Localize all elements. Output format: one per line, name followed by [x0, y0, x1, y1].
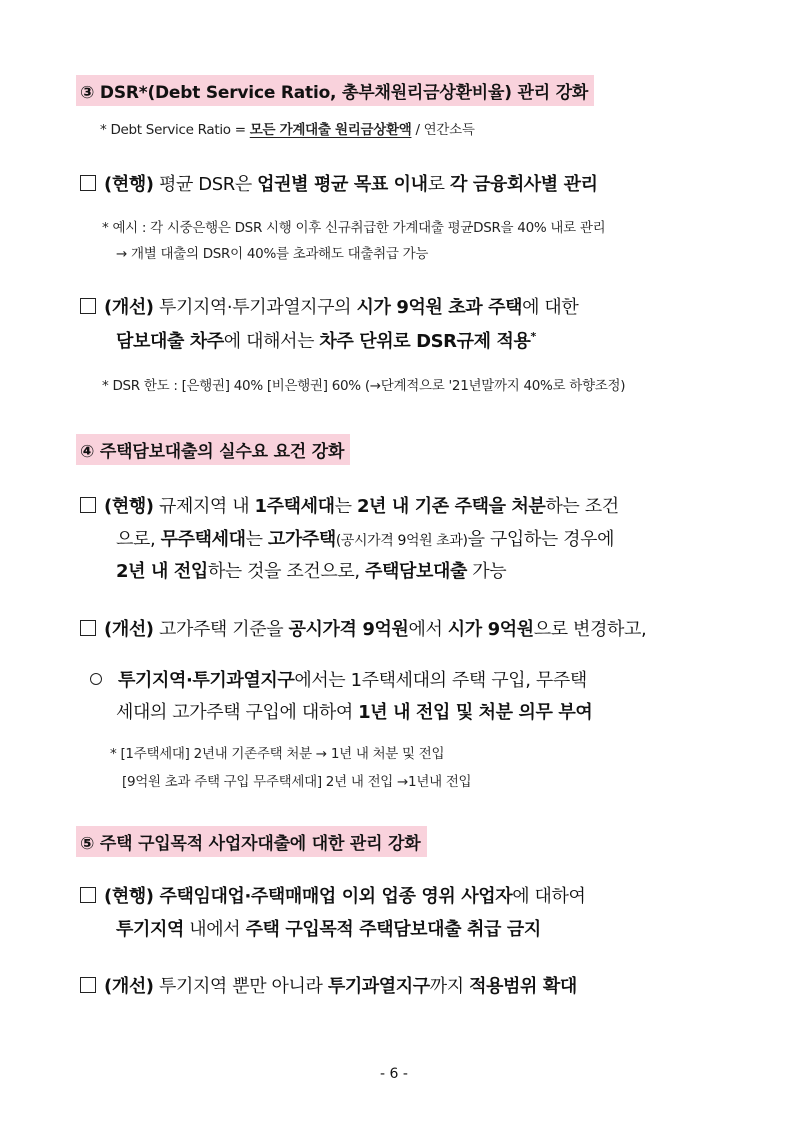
item-label: (개선) — [104, 976, 154, 997]
item-text: 고가주택 기준을 — [153, 619, 289, 640]
item-text: 투기지역 뿐만 아니라 — [153, 976, 328, 997]
business-improve-item — [80, 972, 577, 998]
section-heading-mortgage: ④ 주택담보대출의 실수요 요건 강화 — [76, 434, 350, 465]
section-heading-business-loan: ⑤ 주택 구입목적 사업자대출에 대한 관리 강화 — [76, 826, 427, 857]
checkbox-square-icon — [80, 175, 96, 191]
item-bold: 1주택세대 — [254, 496, 335, 517]
item-text: 으로 변경하고, — [533, 619, 647, 640]
item-bold: 고가주택 — [267, 529, 336, 550]
dsr-limit-note: * DSR 한도 : [은행권] 40% [비은행권] 60% (→단계적으로 '21년말까지 40%로 하향조정) — [102, 378, 626, 394]
item-bold: 투기과열지구 — [327, 976, 430, 997]
item-text: 으로, — [116, 529, 161, 550]
note-text: * Debt Service Ratio = — [100, 122, 250, 138]
item-text: 을 구입하는 경우에 — [467, 529, 615, 550]
dsr-definition-note — [100, 118, 475, 138]
note-bold: 모든 가계대출 원리금상환액 — [249, 122, 412, 138]
item-text: 까지 — [429, 976, 470, 997]
item-bold: 투기지역·투기과열지구 — [118, 670, 295, 691]
item-bold: 투기지역 — [116, 919, 184, 940]
business-current-line2 — [116, 915, 541, 941]
item-bold: 무주택세대 — [160, 529, 246, 550]
dsr-improve-item-line2 — [116, 327, 536, 353]
item-text: 규제지역 내 — [153, 496, 255, 517]
mortgage-note-2: [9억원 초과 주택 구입 무주택세대] 2년 내 전입 →1년내 전입 — [122, 774, 472, 790]
item-bold: 차주 단위로 DSR규제 적용 — [319, 331, 531, 352]
item-text: 에서는 1주택세대의 주택 구입, 무주택 — [294, 670, 587, 691]
item-bold: 담보대출 차주 — [116, 331, 224, 352]
item-label: (개선) — [104, 297, 154, 318]
mortgage-bullet-item — [90, 666, 587, 692]
item-text: 하는 것을 조건으로, — [207, 561, 366, 582]
item-label: (현행) — [104, 886, 154, 907]
dsr-current-item — [80, 170, 598, 196]
item-text: 는 — [334, 496, 357, 517]
item-bold: 1년 내 전입 및 처분 의무 부여 — [358, 702, 593, 723]
item-text: 로 — [427, 174, 450, 195]
business-current-item — [80, 882, 585, 908]
item-text: 에 대해서는 — [223, 331, 320, 352]
checkbox-square-icon — [80, 977, 96, 993]
mortgage-current-item — [80, 492, 619, 518]
note-text: / 연간소득 — [411, 122, 475, 138]
item-label: (개선) — [104, 619, 154, 640]
checkbox-square-icon — [80, 887, 96, 903]
item-text: 는 — [245, 529, 268, 550]
item-text: 투기지역·투기과열지구의 — [153, 297, 357, 318]
page-number: - 6 - — [380, 1066, 408, 1082]
item-text-small: (공시가격 9억원 초과) — [335, 533, 468, 549]
dsr-improve-item — [80, 293, 720, 319]
item-bold: 적용범위 확대 — [469, 976, 577, 997]
section-heading-dsr: ③ DSR*(Debt Service Ratio, 총부채원리금상환비율) 관리 강화 — [76, 75, 594, 106]
item-bold: 업권별 평균 목표 이내 — [257, 174, 428, 195]
dsr-example-note-2: → 개별 대출의 DSR이 40%를 초과해도 대출취급 가능 — [116, 246, 429, 262]
mortgage-bullet-line2 — [116, 698, 592, 724]
item-text: 에 대한 — [522, 297, 579, 318]
bullet-circle-icon — [90, 673, 102, 685]
item-text: 하는 조건 — [545, 496, 619, 517]
item-text: 에서 — [408, 619, 448, 640]
item-text: 평균 DSR은 — [153, 174, 258, 195]
checkbox-square-icon — [80, 620, 96, 636]
item-bold: 2년 내 전입 — [116, 561, 208, 582]
checkbox-square-icon — [80, 497, 96, 513]
footnote-mark: * — [530, 330, 536, 343]
mortgage-improve-item — [80, 615, 646, 641]
item-text: 내에서 — [183, 919, 246, 940]
item-bold: 주택담보대출 — [365, 561, 467, 582]
item-text: 에 대하여 — [512, 886, 586, 907]
item-text: 가능 — [466, 561, 507, 582]
item-bold: 2년 내 기존 주택을 처분 — [356, 496, 546, 517]
dsr-example-note: * 예시 : 각 시중은행은 DSR 시행 이후 신규취급한 가계대출 평균DSR을 40% 내로 관리 — [102, 220, 606, 236]
item-label: (현행) — [104, 174, 154, 195]
item-bold: 주택임대업·주택매매업 이외 업종 영위 사업자 — [153, 886, 513, 907]
mortgage-current-line3 — [116, 557, 506, 583]
item-bold: 주택 구입목적 주택담보대출 취급 금지 — [245, 919, 541, 940]
checkbox-square-icon — [80, 298, 96, 314]
mortgage-note-1: * [1주택세대] 2년내 기존주택 처분 → 1년 내 처분 및 전입 — [110, 746, 445, 762]
item-text: 세대의 고가주택 구입에 대하여 — [116, 702, 359, 723]
item-bold: 시가 9억원 초과 주택 — [356, 297, 523, 318]
item-bold: 각 금융회사별 관리 — [449, 174, 598, 195]
mortgage-current-line2 — [116, 525, 614, 551]
item-label: (현행) — [104, 496, 154, 517]
item-bold: 공시가격 9억원 — [288, 619, 409, 640]
item-bold: 시가 9억원 — [447, 619, 534, 640]
